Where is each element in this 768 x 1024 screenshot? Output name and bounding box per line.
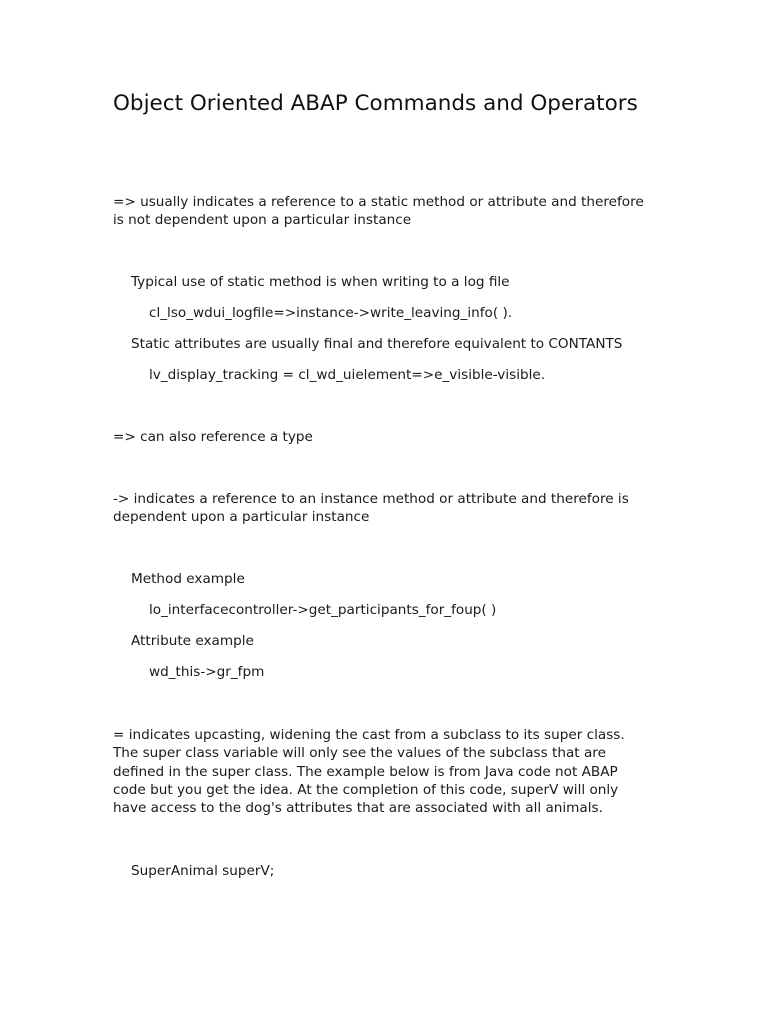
static-use-code: cl_lso_wdui_logfile=>instance->write_leaving_info( ).	[149, 305, 513, 321]
static-reference-paragraph: => usually indicates a reference to a static method or attribute and therefore is not dependent upon a particular instance	[113, 194, 644, 229]
instance-reference-paragraph: -> indicates a reference to an instance method or attribute and therefore is dependent upon a particular instance	[113, 491, 629, 526]
static-use-text: Typical use of static method is when writing to a log file	[131, 274, 510, 290]
attribute-example-code: wd_this->gr_fpm	[149, 664, 265, 680]
method-example-label: Method example	[131, 571, 245, 587]
type-reference-paragraph: => can also reference a type	[113, 429, 313, 445]
static-attribute-text: Static attributes are usually final and therefore equivalent to CONTANTS	[131, 336, 623, 352]
method-example-code: lo_interfacecontroller->get_participants_for_foup( )	[149, 602, 497, 618]
code-line: SuperAnimal superV;	[131, 863, 275, 879]
attribute-example-label: Attribute example	[131, 633, 254, 649]
page-title: Object Oriented ABAP Commands and Operators	[113, 91, 638, 116]
static-attribute-code: lv_display_tracking = cl_wd_uielement=>e_visible-visible.	[149, 367, 546, 383]
upcasting-paragraph: = indicates upcasting, widening the cast from a subclass to its super class. The super class variable will only see the values of the subclass that are defined in the super class. The example below is from Java code not ABAP code but you get the idea. At the completion of this code, superV will only have access to the dog's attributes that are associated with all animals.	[113, 727, 625, 817]
